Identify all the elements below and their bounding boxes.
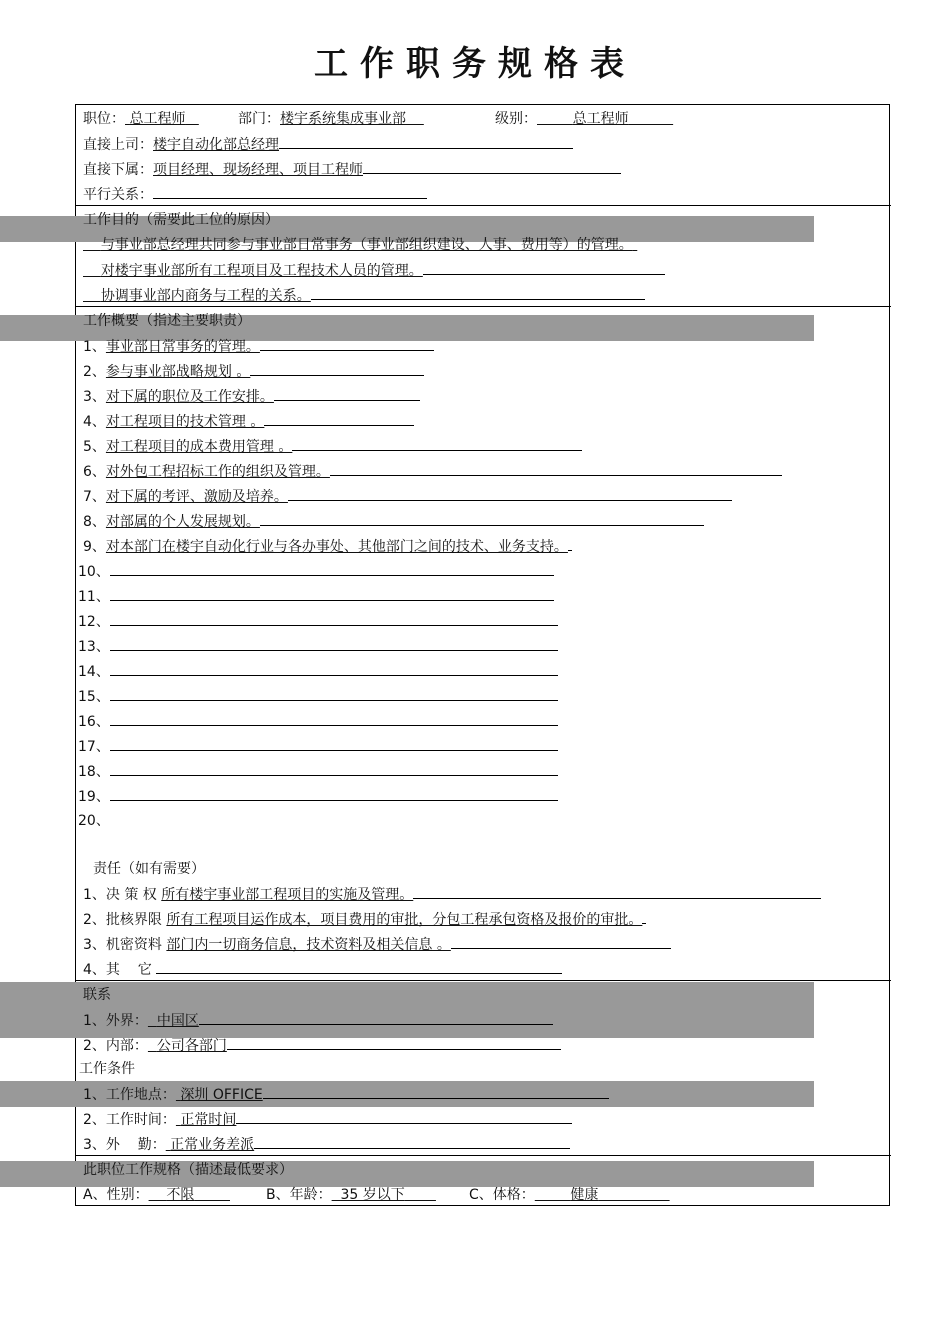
responsibility-item: 4、其 它 bbox=[83, 959, 562, 980]
fill-line bbox=[279, 134, 573, 149]
position-row bbox=[83, 109, 199, 129]
condition-place: 1、工作地点： 深圳 OFFICE bbox=[83, 1084, 609, 1105]
summary-item: 11、 bbox=[78, 586, 554, 607]
divider-summary bbox=[75, 306, 891, 307]
summary-item: 1、事业部日常事务的管理。 bbox=[83, 336, 434, 357]
fill-line bbox=[153, 184, 427, 199]
superior-row bbox=[83, 134, 573, 155]
spec-gender: A、性别： 不限 bbox=[83, 1187, 195, 1203]
superior-label: 直接上司： bbox=[83, 137, 153, 153]
level-value: 总工程师 bbox=[572, 111, 629, 127]
spec-heading: 此职位工作规格（描述最低要求） bbox=[83, 1162, 293, 1178]
parallel-label: 平行关系： bbox=[83, 187, 153, 203]
subordinate-row bbox=[83, 159, 621, 180]
responsibility-item: 2、批核界限 所有工程项目运作成本，项目费用的审批，分包工程承包资格及报价的审批。 bbox=[83, 909, 646, 930]
purpose-heading: 工作目的（需要此工位的原因） bbox=[83, 212, 279, 228]
responsibility-item: 1、决 策 权 所有楼宇事业部工程项目的实施及管理。 bbox=[83, 884, 821, 905]
fill-line bbox=[363, 159, 621, 174]
summary-item: 9、对本部门在楼宇自动化行业与各办事处、其他部门之间的技术、业务支持。 bbox=[83, 536, 572, 557]
divider-contact bbox=[75, 980, 891, 981]
fill-line bbox=[311, 285, 645, 300]
summary-item: 14、 bbox=[78, 661, 558, 682]
level-label: 级别： bbox=[495, 111, 537, 127]
contact-heading: 联系 bbox=[83, 987, 111, 1003]
condition-travel: 3、外 勤： 正常业务差派 bbox=[83, 1134, 570, 1155]
parallel-row bbox=[83, 184, 427, 205]
contact-external: 1、外界： 中国区 bbox=[83, 1010, 553, 1031]
summary-heading: 工作概要（指述主要职责） bbox=[83, 313, 251, 329]
edge-mark bbox=[889, 1081, 890, 1107]
purpose-item: 协调事业部内商务与工程的关系。 bbox=[83, 285, 645, 306]
position-label: 职位： bbox=[83, 111, 125, 127]
summary-item: 5、对工程项目的成本费用管理 。 bbox=[83, 436, 582, 457]
fill-line bbox=[423, 260, 665, 275]
summary-item: 8、对部属的个人发展规划。 bbox=[83, 511, 704, 532]
summary-item: 2、参与事业部战略规划 。 bbox=[83, 361, 424, 382]
superior-value: 楼宇自动化部总经理 bbox=[153, 137, 279, 153]
conditions-heading: 工作条件 bbox=[79, 1061, 135, 1077]
dept-row bbox=[238, 109, 424, 129]
summary-item: 3、对下属的职位及工作安排。 bbox=[83, 386, 420, 407]
summary-item: 19、 bbox=[78, 786, 558, 807]
divider-spec bbox=[75, 1155, 891, 1156]
dept-label: 部门： bbox=[238, 111, 280, 127]
condition-time: 2、工作时间： 正常时间 bbox=[83, 1109, 572, 1130]
subordinate-value: 项目经理、现场经理、项目工程师 bbox=[153, 162, 363, 178]
subordinate-label: 直接下属： bbox=[83, 162, 153, 178]
summary-item: 20、 bbox=[78, 813, 110, 829]
purpose-item: 对楼宇事业部所有工程项目及工程技术人员的管理。 bbox=[83, 260, 665, 281]
summary-item: 16、 bbox=[78, 711, 558, 732]
summary-item: 12、 bbox=[78, 611, 558, 632]
position-value: 总工程师 bbox=[129, 111, 186, 127]
summary-item: 7、对下属的考评、激励及培养。 bbox=[83, 486, 732, 507]
responsibility-heading: 责任（如有需要） bbox=[93, 861, 205, 877]
summary-item: 15、 bbox=[78, 686, 558, 707]
responsibility-item: 3、机密资料 部门内一切商务信息，技术资料及相关信息 。 bbox=[83, 934, 671, 955]
dept-value: 楼宇系统集成事业部 bbox=[280, 111, 406, 127]
spec-physique: C、体格： 健康 bbox=[469, 1187, 599, 1203]
page-title: 工作职务规格表 bbox=[314, 44, 636, 84]
level-row bbox=[495, 109, 673, 129]
purpose-item: 与事业部总经理共同参与事业部日常事务（事业部组织建设、人事、费用等）的管理。 bbox=[100, 237, 633, 253]
summary-item: 6、对外包工程招标工作的组织及管理。 bbox=[83, 461, 782, 482]
divider-purpose bbox=[75, 205, 891, 206]
summary-item: 4、对工程项目的技术管理 。 bbox=[83, 411, 414, 432]
summary-item: 17、 bbox=[78, 736, 558, 757]
spec-age: B、年龄： 35 岁以下 bbox=[266, 1187, 405, 1203]
summary-item: 13、 bbox=[78, 636, 558, 657]
summary-item: 10、 bbox=[78, 561, 554, 582]
contact-internal: 2、内部： 公司各部门 bbox=[83, 1035, 561, 1056]
summary-item: 18、 bbox=[78, 761, 558, 782]
